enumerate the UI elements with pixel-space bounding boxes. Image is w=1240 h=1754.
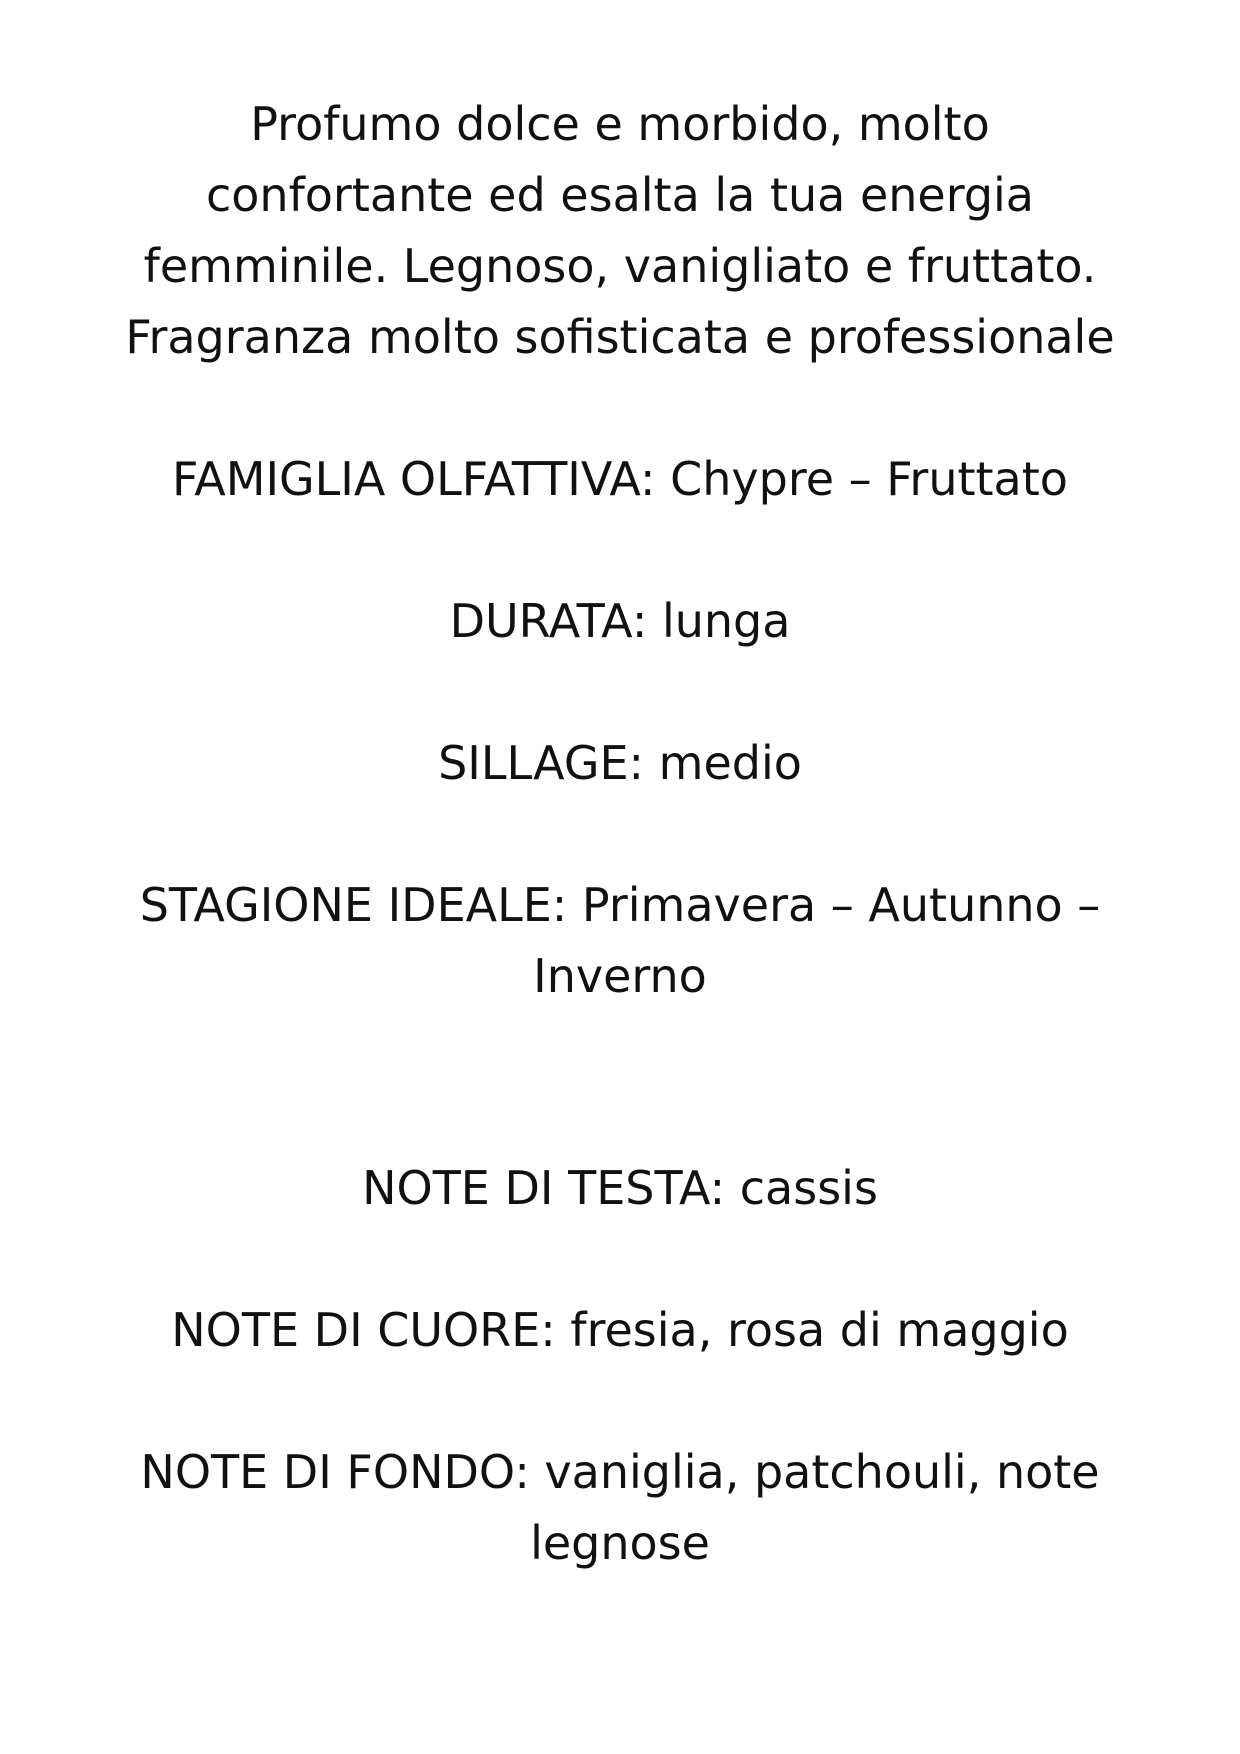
duration (0, 586, 1240, 657)
sillage (0, 728, 1240, 799)
description-line: Fragranza molto sofisticata e professionale (125, 310, 1115, 364)
sillage-text: SILLAGE: medio (438, 736, 802, 790)
ideal-season-line: STAGIONE IDEALE: Primavera – Autunno – (139, 878, 1101, 932)
perfume-description (0, 89, 1240, 373)
top-notes (0, 1153, 1240, 1224)
description-line: femminile. Legnoso, vanigliato e fruttato. (143, 239, 1097, 293)
heart-notes-text: NOTE DI CUORE: fresia, rosa di maggio (171, 1303, 1069, 1357)
base-notes-line: NOTE DI FONDO: vaniglia, patchouli, note (140, 1445, 1100, 1499)
ideal-season (0, 870, 1240, 1012)
base-notes (0, 1437, 1240, 1579)
description-line: Profumo dolce e morbido, molto (250, 97, 990, 151)
heart-notes (0, 1295, 1240, 1366)
base-notes-line: legnose (530, 1516, 710, 1570)
olfactory-family (0, 444, 1240, 515)
ideal-season-line: Inverno (533, 949, 707, 1003)
olfactory-family-text: FAMIGLIA OLFATTIVA: Chypre – Fruttato (172, 452, 1068, 506)
top-notes-text: NOTE DI TESTA: cassis (362, 1161, 878, 1215)
description-line: confortante ed esalta la tua energia (206, 168, 1034, 222)
duration-text: DURATA: lunga (449, 594, 791, 648)
